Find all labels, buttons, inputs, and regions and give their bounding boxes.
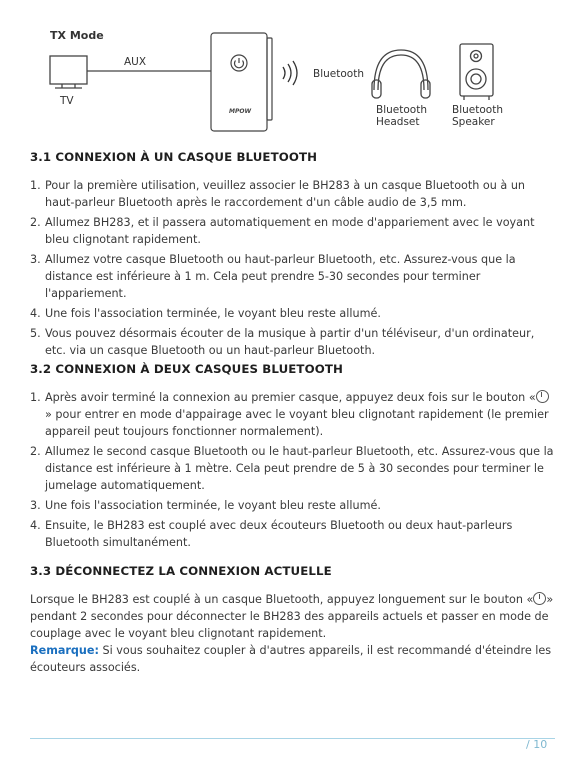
list-item: 4. Ensuite, le BH283 est couplé avec deux écouteurs Bluetooth ou deux haut-parleurs Bluetooth simultanément.	[30, 519, 513, 549]
tx-mode-label: TX Mode	[50, 29, 104, 42]
remark-label: Remarque:	[30, 644, 99, 657]
tv-label: TV	[60, 95, 74, 107]
list-item: 1. Pour la première utilisation, veuillez associer le BH283 à un casque Bluetooth ou à un haut-parleur Bluetooth après le raccordement d'un câble audio de 3,5 mm.	[30, 179, 526, 209]
section-title-3-3: 3.3 DÉCONNECTEZ LA CONNEXION ACTUELLE	[30, 564, 332, 578]
bluetooth-waves-icon	[283, 61, 297, 85]
section-3-3-paragraph: Lorsque le BH283 est couplé à un casque Bluetooth, appuyez longuement sur le bouton « » pendant 2 secondes pour déconnecter le BH283 des appareils actuels et passer en mode de couplage avec le voyant bleu clignotant rapidement.	[30, 593, 554, 640]
list-item: 2. Allumez BH283, et il passera automatiquement en mode d'appariement avec le voyant bleu clignotant rapidement.	[30, 216, 535, 246]
section-title-3-1: 3.1 CONNEXION À UN CASQUE BLUETOOTH	[30, 150, 318, 164]
list-item: 4. Une fois l'association terminée, le voyant bleu reste allumé.	[30, 307, 381, 320]
list-item: 1. Après avoir terminé la connexion au premier casque, appuyez deux fois sur le bouton «» pour entrer en mode d'appairage avec le voyant bleu clignotant rapidement (le premier appareil peut toujours fonctionner normalement).	[30, 391, 549, 438]
aux-label: AUX	[124, 56, 147, 68]
section-3-3-body	[30, 591, 555, 676]
brand-logo: MPOW	[229, 108, 252, 115]
list-item: 5. Vous pouvez désormais écouter de la musique à partir d'un téléviseur, d'un ordinateur, etc. via un casque Bluetooth ou un haut-parleur Bluetooth.	[30, 327, 535, 357]
transmitter-device-icon	[211, 33, 272, 131]
speaker-icon	[460, 44, 493, 100]
section-3-1-list	[30, 177, 555, 362]
power-button-icon	[536, 390, 549, 403]
bluetooth-label: Bluetooth	[313, 68, 364, 80]
list-item: 2. Allumez le second casque Bluetooth ou le haut-parleur Bluetooth, etc. Assurez-vous que la distance est inférieure à 1 mètre. Cela peut prendre de 5 à 30 secondes pour terminer le jumelage automatiquement.	[30, 445, 554, 492]
headset-icon	[372, 50, 430, 98]
list-item: 3. Allumez votre casque Bluetooth ou haut-parleur Bluetooth, etc. Assurez-vous que la distance est inférieure à 1 m. Cela peut prendre 5-30 secondes pour terminer l'appariement.	[30, 253, 516, 300]
power-button-icon	[533, 592, 546, 605]
list-item: 3. Une fois l'association terminée, le voyant bleu reste allumé.	[30, 499, 381, 512]
tv-icon	[50, 56, 87, 88]
remark-paragraph: Remarque: Si vous souhaitez coupler à d'autres appareils, il est recommandé d'éteindre les écouteurs associés.	[30, 644, 552, 674]
section-title-3-2: 3.2 CONNEXION À DEUX CASQUES BLUETOOTH	[30, 362, 343, 376]
speaker-label: Bluetooth Speaker	[452, 104, 503, 128]
footer-divider	[30, 738, 555, 739]
diagram-graphics	[0, 0, 581, 140]
page-number: / 10	[526, 738, 548, 751]
headset-label: Bluetooth Headset	[376, 104, 427, 128]
section-3-2-list	[30, 389, 555, 554]
